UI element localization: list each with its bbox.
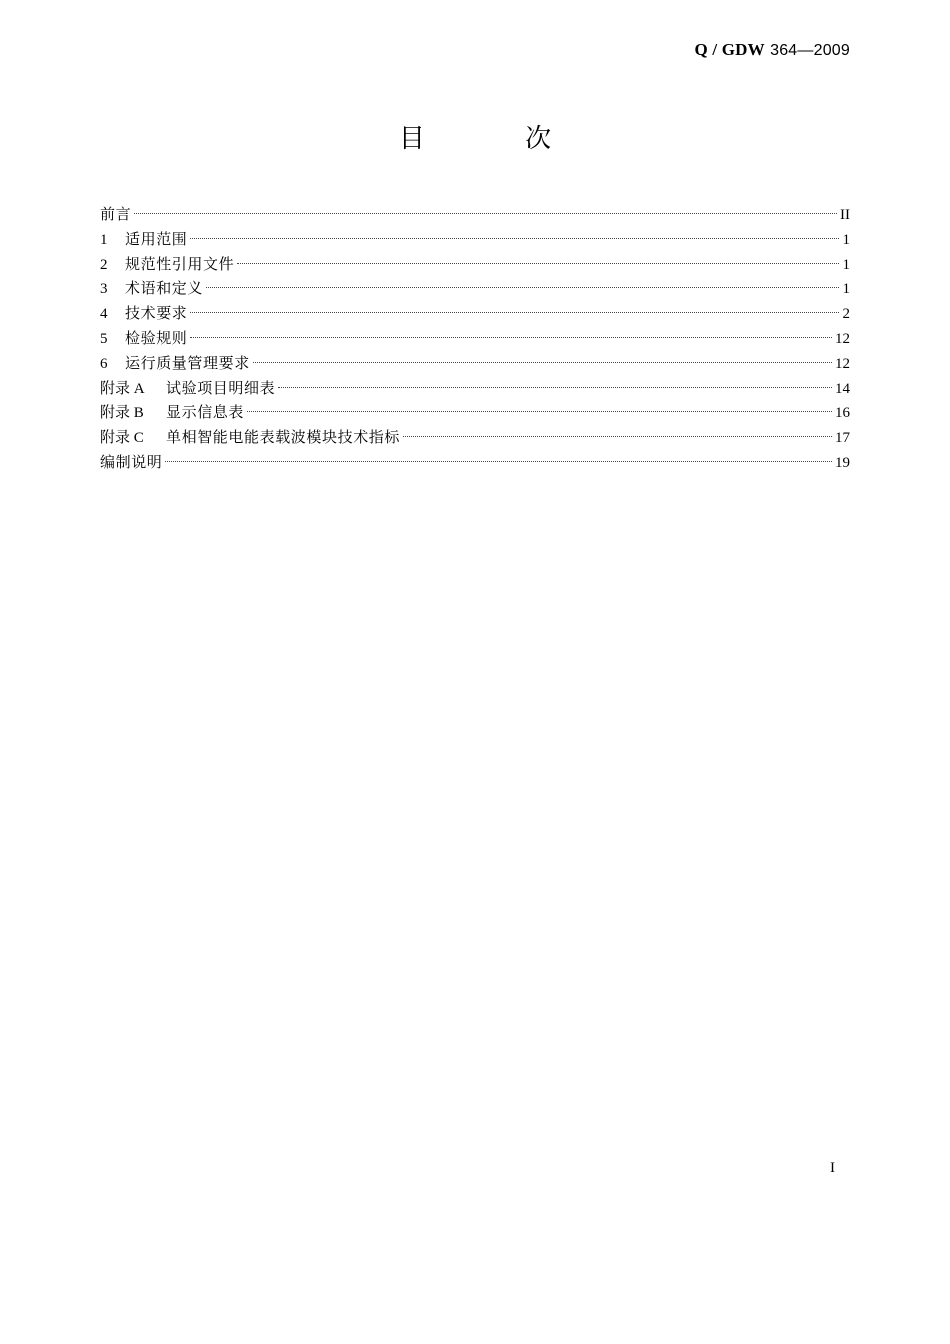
toc-entry-5[interactable] <box>100 326 850 351</box>
toc-entry-page: II <box>840 207 850 223</box>
toc-leader-dots <box>403 436 832 437</box>
toc-leader-dots <box>165 461 832 462</box>
toc-entry-number: 附录 A <box>100 380 145 397</box>
toc-leader-dots <box>190 337 832 338</box>
toc-entry-page: 12 <box>835 355 850 372</box>
toc-entry-appendix-b[interactable] <box>100 400 850 425</box>
toc-leader-dots <box>134 213 837 214</box>
toc-leader-dots <box>206 287 839 288</box>
toc-entry-number: 附录 C <box>100 430 144 447</box>
toc-entry-title: 运行质量管理要求 <box>125 353 250 372</box>
toc-entry-appendix-a[interactable] <box>100 376 850 401</box>
toc-entry-page: 1 <box>842 281 850 298</box>
toc-entry-number: 3 <box>100 281 108 298</box>
toc-entry-number: 6 <box>100 355 108 372</box>
toc-leader-dots <box>253 362 832 363</box>
toc-entry-appendix-c[interactable] <box>100 425 850 450</box>
toc-entry-title: 术语和定义 <box>125 279 204 298</box>
toc-entry-number: 5 <box>100 330 108 347</box>
toc-leader-dots <box>278 387 832 388</box>
toc-entry-2[interactable] <box>100 252 850 277</box>
toc-entry-number: 4 <box>100 306 108 323</box>
page-number: I <box>830 1160 835 1176</box>
toc-leader-dots <box>190 238 839 239</box>
toc-leader-dots <box>237 263 839 264</box>
toc-leader-dots <box>190 312 839 313</box>
standard-code <box>694 40 850 60</box>
toc-entry-number: 附录 B <box>100 405 144 422</box>
toc-entry-3[interactable] <box>100 276 850 301</box>
page-title: 目 次 <box>398 124 598 154</box>
toc-entry-title: 前言 <box>100 205 132 223</box>
toc-entry-preface[interactable] <box>100 202 850 227</box>
toc-entry-number: 1 <box>100 231 108 248</box>
toc-entry-title: 检验规则 <box>125 328 188 347</box>
table-of-contents <box>100 202 850 475</box>
toc-entry-explanation[interactable] <box>100 450 850 475</box>
toc-entry-page: 16 <box>835 405 850 422</box>
toc-entry-4[interactable] <box>100 301 850 326</box>
toc-entry-title: 单相智能电能表载波模块技术指标 <box>166 428 401 447</box>
standard-code-prefix: Q / GDW <box>694 40 765 59</box>
toc-entry-page: 2 <box>842 306 850 323</box>
toc-entry-title: 规范性引用文件 <box>125 254 235 273</box>
standard-code-number: 364—2009 <box>770 42 850 59</box>
toc-leader-dots <box>247 411 832 412</box>
toc-entry-page: 1 <box>842 256 850 273</box>
toc-entry-page: 12 <box>835 330 850 347</box>
toc-entry-page: 1 <box>842 231 850 248</box>
toc-entry-title: 显示信息表 <box>166 403 245 422</box>
toc-entry-1[interactable] <box>100 227 850 252</box>
toc-entry-title: 技术要求 <box>125 304 188 323</box>
toc-entry-title: 适用范围 <box>125 229 188 248</box>
toc-entry-title: 试验项目明细表 <box>166 378 276 397</box>
toc-entry-6[interactable] <box>100 351 850 376</box>
toc-entry-page: 14 <box>835 380 850 397</box>
toc-entry-number: 2 <box>100 256 108 273</box>
toc-entry-page: 17 <box>835 430 850 447</box>
toc-entry-title: 编制说明 <box>100 452 163 471</box>
toc-entry-page: 19 <box>835 454 850 471</box>
